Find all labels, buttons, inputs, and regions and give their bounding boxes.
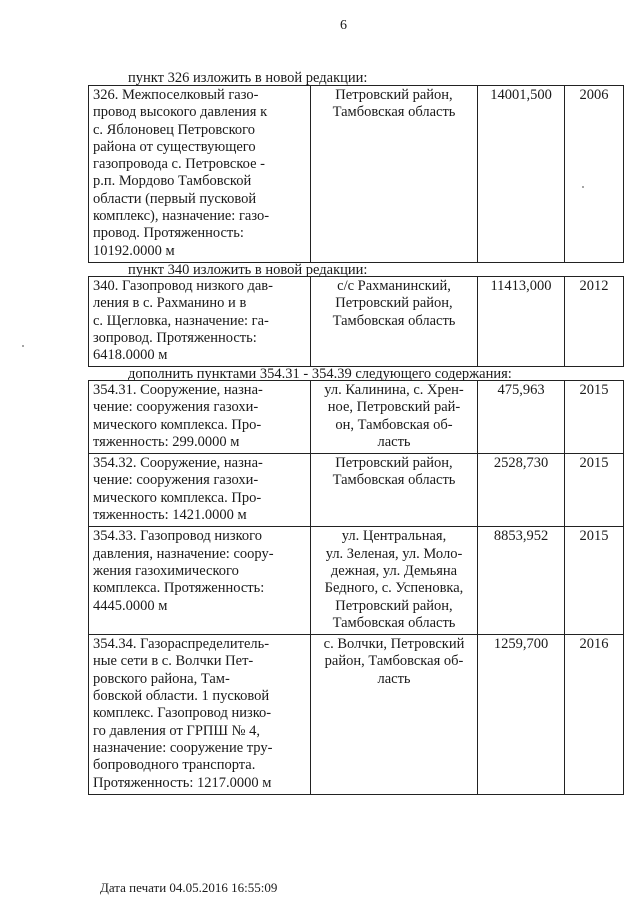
item-location: с. Волчки, Петровский район, Тамбовская об- ласть — [323, 636, 465, 687]
table-row — [89, 277, 624, 367]
item-value: 2528,730 — [493, 455, 549, 472]
table-items-354 — [88, 380, 624, 795]
description-cell — [89, 86, 311, 263]
description-cell — [89, 635, 311, 795]
value-cell — [478, 86, 565, 263]
page-number: 6 — [340, 18, 347, 33]
location-cell — [311, 86, 478, 263]
table-row — [89, 527, 624, 635]
table-row — [89, 454, 624, 527]
value-cell — [478, 277, 565, 367]
year-cell — [565, 527, 624, 635]
location-cell — [311, 635, 478, 795]
description-cell — [89, 527, 311, 635]
item-location: Петровский район, Тамбовская область — [332, 87, 456, 121]
year-cell — [565, 86, 624, 263]
item-value: 8853,952 — [493, 528, 549, 545]
table-item-340 — [88, 276, 624, 367]
item-value: 11413,000 — [490, 278, 552, 294]
table-row — [89, 86, 624, 263]
scan-speck — [22, 345, 24, 347]
instruction-326: пункт 326 изложить в новой редакции: — [128, 70, 368, 86]
year-cell — [565, 277, 624, 367]
item-value: 1259,700 — [493, 636, 549, 653]
item-year: 2015 — [579, 455, 609, 472]
description-cell — [89, 277, 311, 367]
instruction-340: пункт 340 изложить в новой редакции: — [128, 262, 368, 278]
item-description: 354.31. Сооружение, назна- чение: сооружения газохи- мического комплекса. Про- тяженность: 299.0000 м — [93, 382, 263, 450]
value-cell — [478, 635, 565, 795]
table-row — [89, 635, 624, 795]
year-cell — [565, 454, 624, 527]
item-year: 2006 — [579, 87, 609, 103]
print-date-footer: Дата печати 04.05.2016 16:55:09 — [100, 880, 278, 895]
table-row — [89, 381, 624, 454]
description-cell — [89, 454, 311, 527]
scan-speck — [582, 186, 584, 188]
item-location: с/с Рахманинский, Петровский район, Тамбовская область — [332, 278, 456, 329]
item-description: 340. Газопровод низкого дав- ления в с. Рахманино и в с. Щегловка, назначение: га- зопровод. Протяженность: 6418.0000 м — [93, 278, 273, 364]
instruction-354: дополнить пунктами 354.31 - 354.39 следующего содержания: — [128, 366, 512, 382]
item-description: 354.33. Газопровод низкого давления, назначение: соору- жения газохимического комплекса. Протяженность: 4445.0000 м — [93, 528, 274, 614]
item-location: ул. Калинина, с. Хрен- ное, Петровский рай- он, Тамбовская об- ласть — [324, 382, 464, 450]
item-location: ул. Центральная, ул. Зеленая, ул. Моло- дежная, ул. Демьяна Бедного, с. Успеновка, Петровский район, Тамбовская область — [324, 528, 464, 631]
value-cell — [478, 454, 565, 527]
year-cell — [565, 381, 624, 454]
item-location: Петровский район, Тамбовская область — [332, 455, 456, 489]
value-cell — [478, 381, 565, 454]
item-year: 2016 — [579, 636, 609, 653]
item-year: 2015 — [579, 528, 609, 545]
item-year: 2015 — [579, 382, 609, 398]
location-cell — [311, 527, 478, 635]
location-cell — [311, 277, 478, 367]
location-cell — [311, 454, 478, 527]
item-description: 354.34. Газораспределитель- ные сети в с. Волчки Пет- ровского района, Там- бовской области. 1 пусковой комплекс. Газопровод низко- го давления от ГРПШ № 4, назначение: сооружение тру- бопроводного транспорта. Протяженность: 1217.0000 м — [93, 636, 273, 791]
item-value: 14001,500 — [490, 87, 552, 103]
table-item-326 — [88, 85, 624, 263]
year-cell — [565, 635, 624, 795]
item-description: 354.32. Сооружение, назна- чение: сооружения газохи- мического комплекса. Про- тяженность: 1421.0000 м — [93, 455, 263, 524]
value-cell — [478, 527, 565, 635]
item-description: 326. Межпоселковый газо- провод высокого давления к с. Яблоновец Петровского района от существующего газопровода с. Петровское - р.п. Мордово Тамбовской области (первый пусковой комплекс), назначение: газо- провод. Протяженность: 10192.0000 м — [93, 87, 270, 259]
location-cell — [311, 381, 478, 454]
description-cell — [89, 381, 311, 454]
item-year: 2012 — [579, 278, 609, 294]
item-value: 475,963 — [497, 382, 545, 398]
